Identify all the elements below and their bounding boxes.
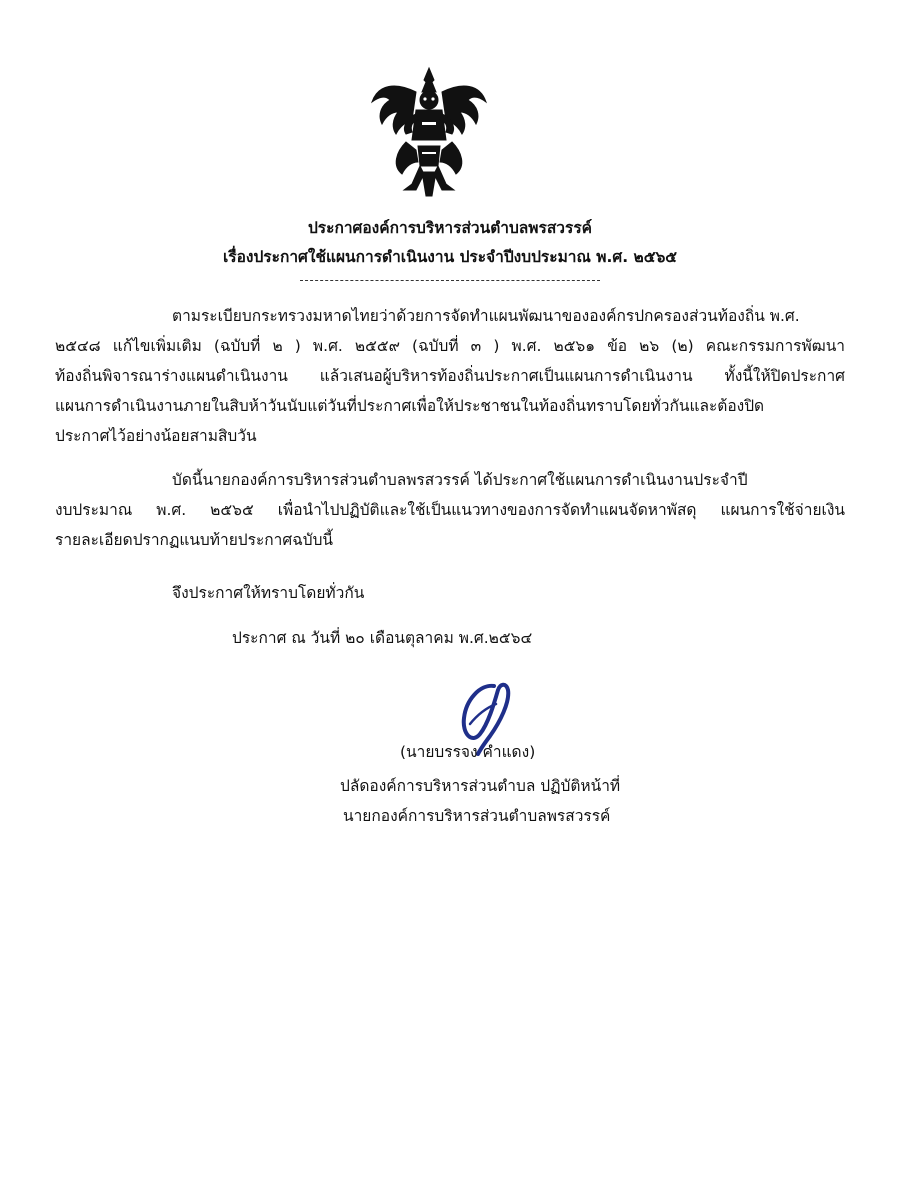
divider-line	[300, 280, 600, 281]
paragraph1-line5: ประกาศไว้อย่างน้อยสามสิบวัน	[55, 427, 257, 445]
paragraph1-line2: ๒๕๔๘ แก้ไขเพิ่มเติม (ฉบับที่ ๒ ) พ.ศ. ๒๕๕๙ (ฉบับที่ ๓ ) พ.ศ. ๒๕๖๑ ข้อ ๒๖ (๒) คณะกรรมการพัฒนา	[55, 337, 845, 355]
announcement-title: ประกาศองค์การบริหารส่วนตำบลพรสวรรค์	[307, 219, 593, 237]
signatory-name: (นายบรรจง คำแดง)	[400, 743, 536, 761]
paragraph2-line2: งบประมาณ พ.ศ. ๒๕๖๕ เพื่อนำไปปฏิบัติและใช้เป็นแนวทางของการจัดทำแผนจัดหาพัสดุ แผนการใช้จ่ายเงิน	[55, 501, 845, 519]
date-line: ประกาศ ณ วันที่ ๒๐ เดือนตุลาคม พ.ศ.๒๕๖๔	[232, 629, 533, 647]
garuda-emblem	[366, 62, 492, 202]
closing-statement: จึงประกาศให้ทราบโดยทั่วกัน	[172, 584, 365, 602]
signatory-position: ปลัดองค์การบริหารส่วนตำบล ปฏิบัติหน้าที่	[340, 777, 621, 795]
paragraph2-line3: รายละเอียดปรากฏแนบท้ายประกาศฉบับนี้	[55, 531, 334, 549]
announcement-subject: เรื่องประกาศใช้แผนการดำเนินงาน ประจำปีงบประมาณ พ.ศ. ๒๕๖๕	[222, 248, 678, 266]
signatory-acting-position: นายกองค์การบริหารส่วนตำบลพรสวรรค์	[343, 807, 611, 825]
paragraph1-line4: แผนการดำเนินงานภายในสิบห้าวันนับแต่วันที่ประกาศเพื่อให้ประชาชนในท้องถิ่นทราบโดยทั่วกันและต้องปิด	[55, 397, 765, 415]
paragraph2-line1: บัดนี้นายกองค์การบริหารส่วนตำบลพรสวรรค์ ได้ประกาศใช้แผนการดำเนินงานประจำปี	[172, 471, 748, 489]
paragraph1-line1: ตามระเบียบกระทรวงมหาดไทยว่าด้วยการจัดทำแผนพัฒนาขององค์กรปกครองส่วนท้องถิ่น พ.ศ.	[172, 307, 800, 325]
paragraph1-line3: ท้องถิ่นพิจารณาร่างแผนดำเนินงาน แล้วเสนอผู้บริหารท้องถิ่นประกาศเป็นแผนการดำเนินงาน ทั้งนี้ให้ปิดประกาศ	[55, 367, 845, 385]
